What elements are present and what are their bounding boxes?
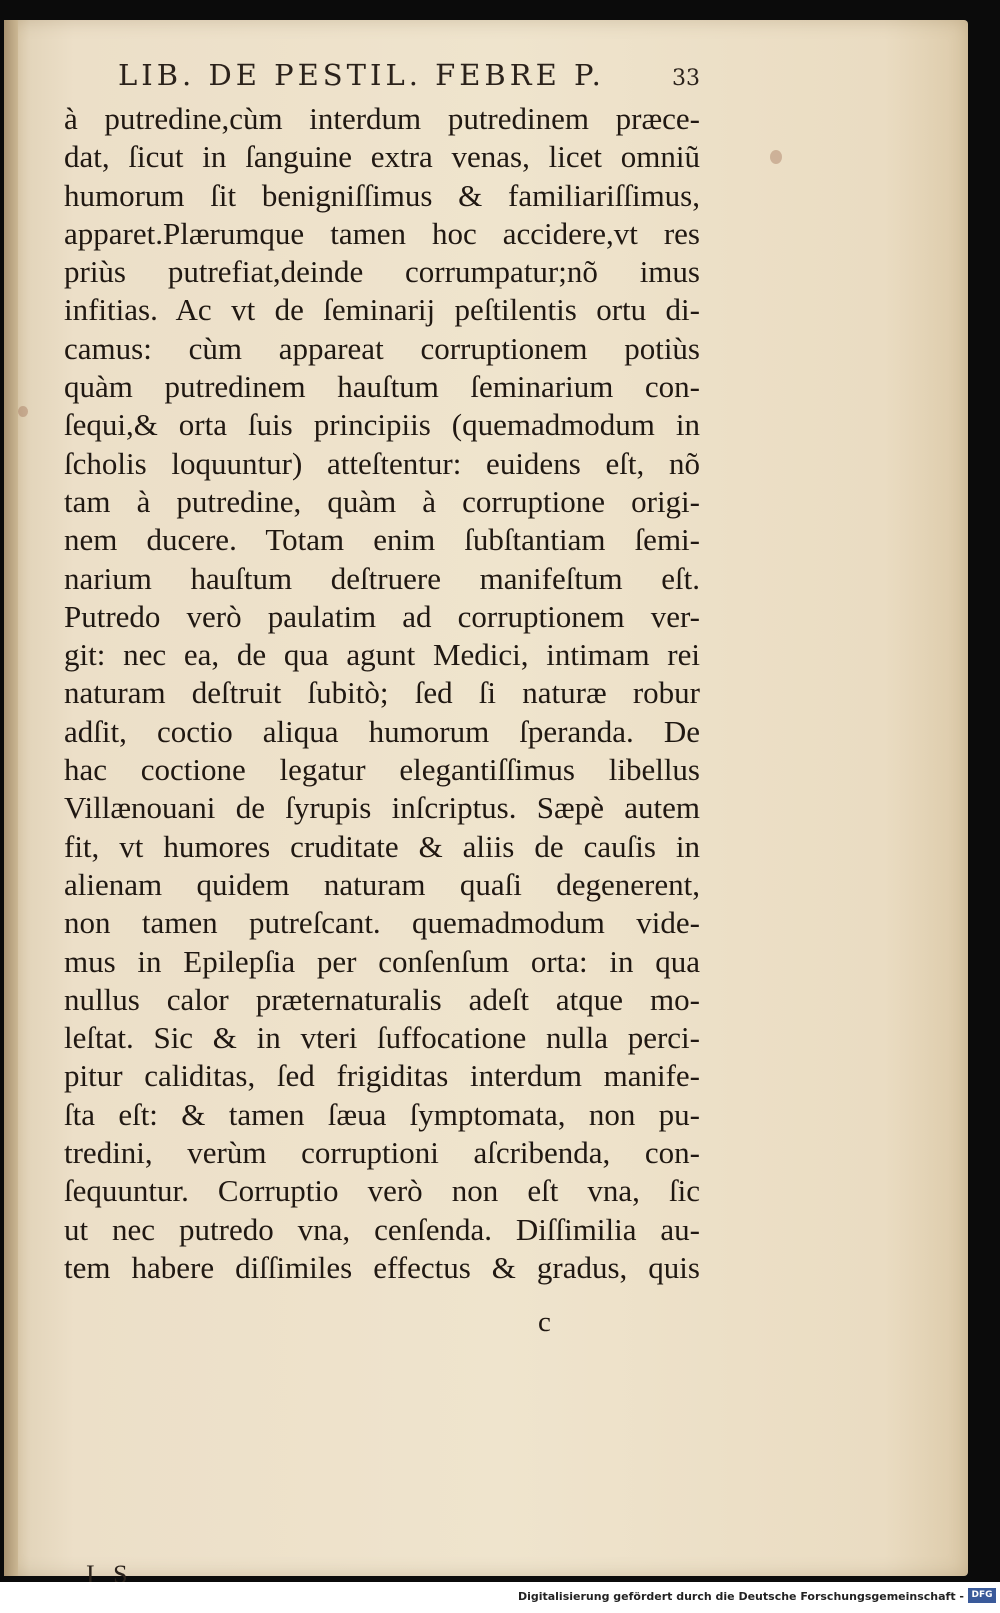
text-line: apparet.Plærumque tamen hoc accidere,vt res: [64, 215, 700, 251]
text-line: non tamen putreſcant. quemadmodum vide-: [64, 905, 700, 941]
text-line: tem habere diſſimiles effectus & gradus, quis: [64, 1249, 700, 1285]
body-text: [64, 100, 700, 1287]
signature-mark: c: [538, 1306, 551, 1338]
text-line: dat, ſicut in ſanguine extra venas, licet omniũ: [64, 139, 700, 175]
text-line: infitias. Ac vt de ſeminarij peſtilentis ortu di-: [64, 292, 700, 328]
text-line: hac coctione legatur elegantiſſimus libellus: [64, 752, 700, 788]
text-line: tredini, verùm corruptioni aſcribenda, con-: [64, 1135, 700, 1171]
text-line: à putredine,cùm interdum putredinem præce-: [64, 101, 700, 136]
foxing-spot: [770, 150, 782, 164]
foxing-spot: [18, 406, 28, 417]
text-line: git: nec ea, de qua agunt Medici, intimam rei: [64, 637, 700, 673]
text-line: nullus calor præternaturalis adeſt atque mo-: [64, 981, 700, 1017]
text-line: priùs putrefiat,deinde corrumpatur;nõ imus: [64, 254, 700, 290]
text-line: ſequi,& orta ſuis principiis (quemadmodum in: [64, 407, 700, 443]
footer-bar: [0, 1582, 1000, 1613]
funding-credit: Digitalisierung gefördert durch die Deutsche Forschungsgemeinschaft -: [517, 1590, 964, 1603]
text-line: pitur caliditas, ſed frigiditas interdum manife-: [64, 1058, 700, 1094]
text-line: nem ducere. Totam enim ſubſtantiam ſemi-: [64, 522, 700, 558]
dfg-logo-icon: DFG: [968, 1588, 996, 1603]
text-line: tam à putredine, quàm à corruptione origi-: [64, 483, 700, 519]
text-line: camus: cùm appareat corruptionem potiùs: [64, 330, 700, 366]
text-line: ut nec putredo vna, cenſenda. Diſſimilia au-: [64, 1211, 700, 1247]
text-line: Villænouani de ſyrupis inſcriptus. Sæpè autem: [64, 790, 700, 826]
text-line: humorum ſit benigniſſimus & familiariſſimus,: [64, 177, 700, 213]
text-line: fit, vt humores cruditate & aliis de cauſis in: [64, 828, 700, 864]
page-number: 33: [672, 66, 700, 91]
running-head: LIB. DE PESTIL. FEBRE P.: [118, 58, 605, 92]
text-line: alienam quidem naturam quaſi degenerent,: [64, 866, 700, 902]
text-line: ſcholis loquuntur) atteſtentur: euidens eſt, nõ: [64, 445, 700, 481]
text-line: ſequuntur. Corruptio verò non eſt vna, ſic: [64, 1173, 700, 1209]
text-line: naturam deſtruit ſubitò; ſed ſi naturæ robur: [64, 675, 700, 711]
text-line: mus in Epilepſia per conſenſum orta: in qua: [64, 943, 700, 979]
text-line: Putredo verò paulatim ad corruptionem ver-: [64, 598, 700, 634]
text-line: quàm putredinem hauſtum ſeminarium con-: [64, 369, 700, 405]
bleed-through-fragment: I S: [86, 1560, 134, 1582]
text-line: ſta eſt: & tamen ſæua ſymptomata, non pu-: [64, 1096, 700, 1132]
text-line: narium hauſtum deſtruere manifeſtum eſt.: [64, 560, 700, 596]
page-edge-shadow: [4, 20, 18, 1576]
text-line: leſtat. Sic & in vteri ſuffocatione nulla perci-: [64, 1020, 700, 1056]
text-line: adſit, coctio aliqua humorum ſperanda. De: [64, 713, 700, 749]
